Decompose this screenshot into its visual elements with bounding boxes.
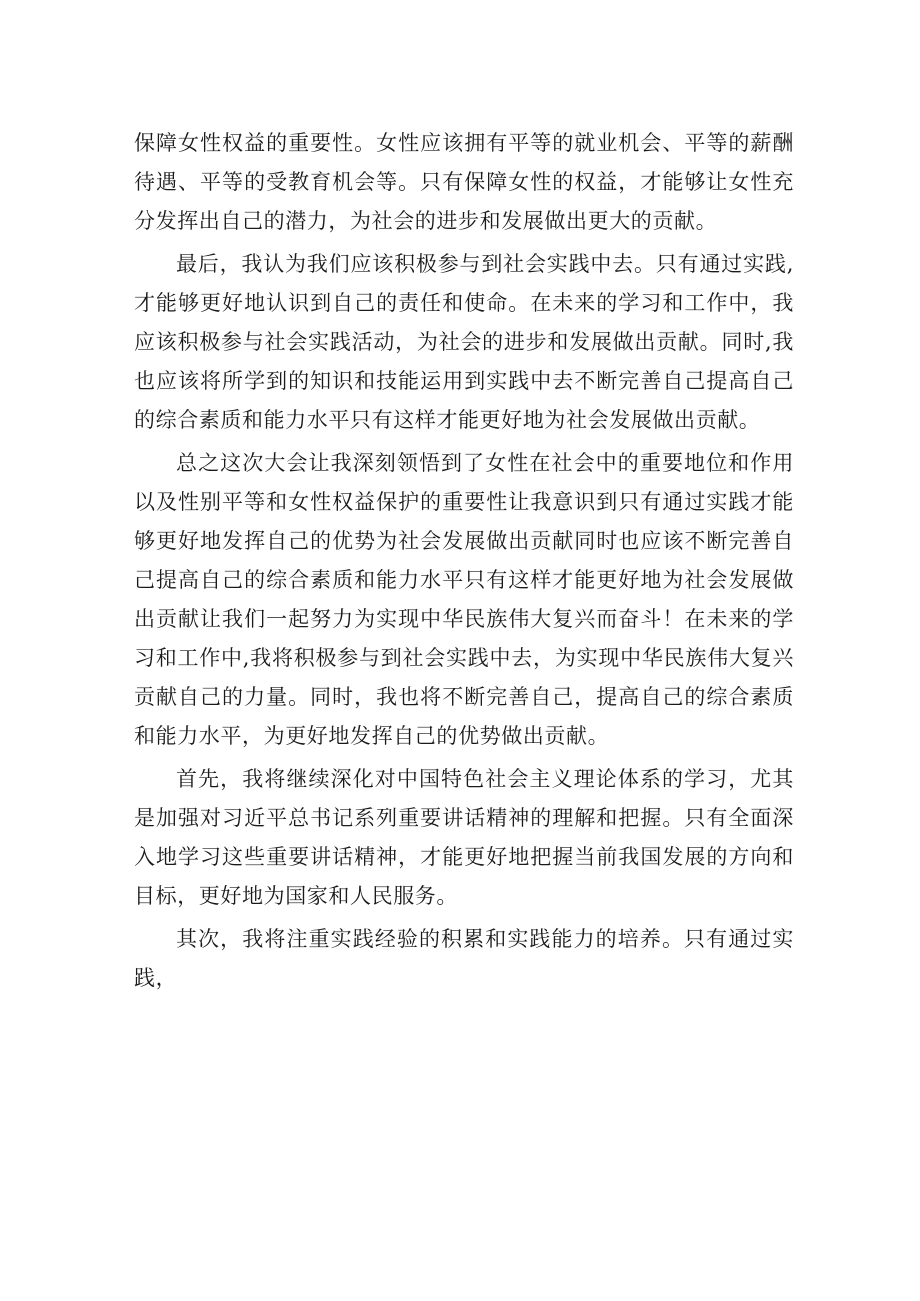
document-body (134, 124, 794, 1002)
paragraph-second: 其次，我将注重实践经验的积累和实践能力的培养。只有通过实践， (134, 927, 794, 990)
paragraph-in-summary: 总之这次大会让我深刻领悟到了女性在社会中的重要地位和作用以及性别平等和女性权益保护的重要性让我意识到只有通过实践才能够更好地发挥自己的优势为社会发展做出贡献同时也应该不断完善自己提高自己的综合素质和能力水平只有这样才能更好地为社会发展做出贡献让我们一起努力为实现中华民族伟大复兴而奋斗！在未来的学习和工作中,我将积极参与到社会实践中去，为实现中华民族伟大复兴贡献自己的力量。同时，我也将不断完善自己，提高自己的综合素质和能力水平，为更好地发挥自己的优势做出贡献。 (134, 451, 794, 748)
paragraph-first: 首先，我将继续深化对中国特色社会主义理论体系的学习，尤其是加强对习近平总书记系列重要讲话精神的理解和把握。只有全面深入地学习这些重要讲话精神，才能更好地把握当前我国发展的方向和目标，更好地为国家和人民服务。 (134, 767, 794, 908)
paragraph-continuation: 保障女性权益的重要性。女性应该拥有平等的就业机会、平等的薪酬待遇、平等的受教育机会等。只有保障女性的权益，才能够让女性充分发挥出自己的潜力，为社会的进步和发展做出更大的贡献。 (134, 131, 794, 233)
paragraph-finally: 最后，我认为我们应该积极参与到社会实践中去。只有通过实践,才能够更好地认识到自己的责任和使命。在未来的学习和工作中，我应该积极参与社会实践活动，为社会的进步和发展做出贡献。同时,我也应该将所学到的知识和技能运用到实践中去不断完善自己提高自己的综合素质和能力水平只有这样才能更好地为社会发展做出贡献。 (134, 252, 794, 432)
